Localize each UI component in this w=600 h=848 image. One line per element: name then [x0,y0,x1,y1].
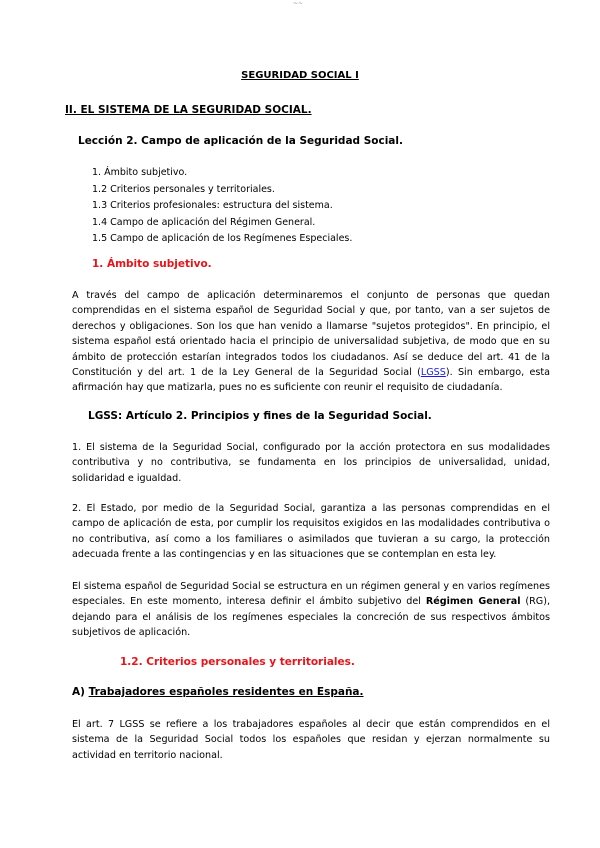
toc-item: 1. Ámbito subjetivo. [92,167,188,178]
paragraph-text: 1. El sistema de la Seguridad Social, configurado por la acción protectora en sus modalidades contributiva y no contributiva, se fundamenta en los principios de universalidad, unidad, solidaridad e igualdad. [72,442,550,484]
lgss-article-heading: LGSS: Artículo 2. Principios y fines de la Seguridad Social. [88,410,432,422]
regimen-general-term: Régimen General [425,596,521,608]
toc-item: 1.3 Criterios profesionales: estructura del sistema. [92,200,333,211]
paragraph-text: ). Sin embargo, esta afirmación hay que matizarla, pues no es suficiente con reunir el requisito de ciudadanía. [72,367,550,394]
page-mark: ~~ [293,0,304,7]
subsection-prefix: A) [72,686,89,698]
paragraph-text: (RG), dejando para el análisis de los regímenes especiales la concreción de sus respectivos ámbitos subjetivos de aplicación. [72,596,551,639]
heading-ambito-subjetivo: 1. Ámbito subjetivo. [92,258,212,270]
table-of-contents [92,165,352,248]
toc-item: 1.2 Criterios personales y territoriales. [92,183,275,195]
paragraph-art-7 [72,717,550,763]
paragraph-article-1 [72,440,550,486]
toc-item: 1.5 Campo de aplicación de los Regímenes Especiales. [92,233,353,244]
document-title: SEGURIDAD SOCIAL I [241,70,359,81]
lesson-heading: Lección 2. Campo de aplicación de la Seguridad Social. [78,135,403,147]
subsection-title: Trabajadores españoles residentes en España. [88,686,364,698]
paragraph-text: El sistema español de Seguridad Social se estructura en un régimen general y en varios regímenes especiales. En este momento, interesa definir el ámbito subjetivo del [72,581,550,608]
paragraph-text: El art. 7 LGSS se refiere a los trabajadores españoles al decir que están comprendidos en el sistema de la Seguridad Social todos los españoles que residan y ejerzan normalmente su actividad en territorio nacional. [72,719,550,761]
subsection-a-heading [72,686,364,698]
lgss-link[interactable]: LGSS [420,367,446,379]
heading-criterios: 1.2. Criterios personales y territoriales. [120,656,355,668]
paragraph-text: A través del campo de aplicación determinaremos el conjunto de personas que quedan comprendidas en el sistema español de Seguridad Social y que, por tanto, van a ser sujetos de derechos y obligaciones. Son los que han venido a llamarse "sujetos protegidos". En principio, el sistema español está orientado hacia el principio de universalidad subjetiva, de modo que en su ámbito de protección estarían integrados todos los ciudadanos. Así se deduce del art. 41 de la Constitución y del art. 1 de la Ley General de la Seguridad Social ( [72,290,550,379]
paragraph-intro [72,288,550,396]
paragraph-article-2 [72,501,550,563]
section-heading: II. EL SISTEMA DE LA SEGURIDAD SOCIAL. [65,104,312,116]
paragraph-text: 2. El Estado, por medio de la Seguridad Social, garantiza a las personas comprendidas en el campo de aplicación de esta, por cumplir los requisitos exigidos en las modalidades contributiva o no contributiva, así como a los familiares o asimilados que tuvieran a su cargo, la protección adecuada frente a las contingencias y en las situaciones que se contemplan en esta ley. [72,503,550,561]
toc-item: 1.4 Campo de aplicación del Régimen General. [92,216,316,228]
paragraph-regimen [72,579,550,641]
